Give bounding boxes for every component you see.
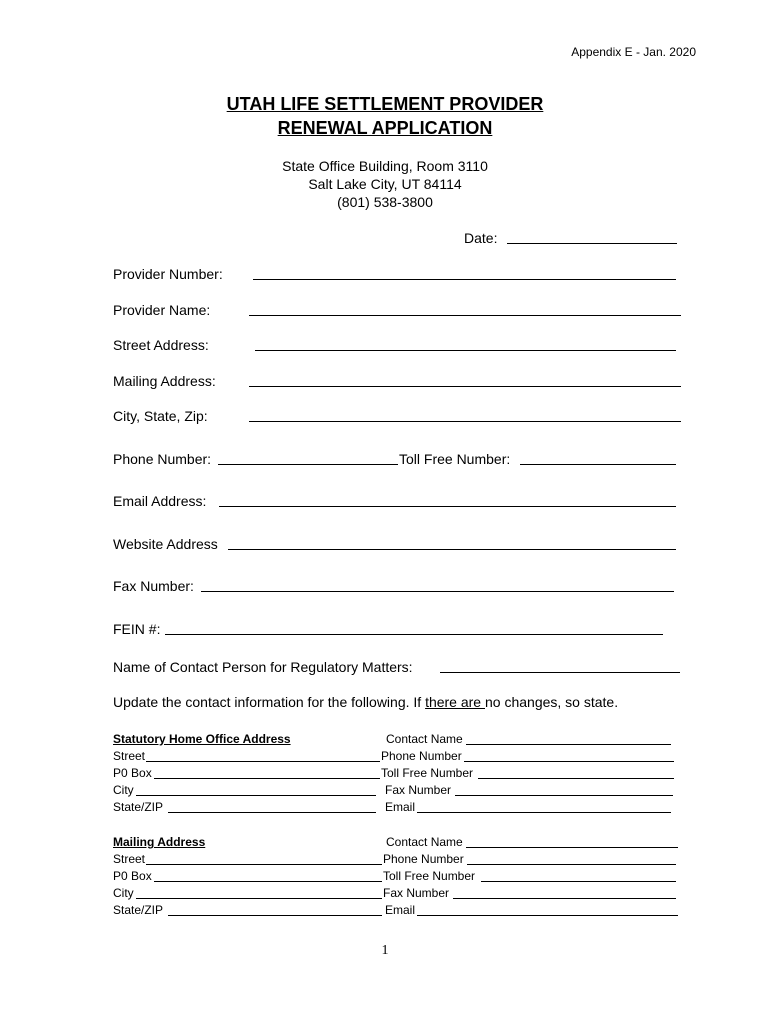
mailing-email-field[interactable] <box>417 915 678 916</box>
statutory-pobox-field[interactable] <box>154 778 380 779</box>
mailing-contact-name-field[interactable] <box>466 847 678 848</box>
statutory-street-field[interactable] <box>146 761 380 762</box>
mailing-pobox-field[interactable] <box>154 881 382 882</box>
date-field[interactable] <box>507 243 677 244</box>
email-address-label: Email Address: <box>113 493 207 509</box>
mailing-state-zip-label: State/ZIP <box>113 903 164 917</box>
mailing-phone-label: Phone Number <box>383 852 464 866</box>
statutory-city-label: City <box>113 783 134 797</box>
statutory-pobox-label: P0 Box <box>113 766 152 780</box>
mailing-street-field[interactable] <box>146 864 382 865</box>
provider-name-field[interactable] <box>249 315 681 316</box>
fax-number-label: Fax Number: <box>113 578 194 594</box>
agency-city: Salt Lake City, UT 84114 <box>308 176 462 192</box>
form-title-line1: UTAH LIFE SETTLEMENT PROVIDER <box>226 94 544 114</box>
street-address-field[interactable] <box>255 350 676 351</box>
provider-name-label: Provider Name: <box>113 302 211 318</box>
update-instructions-before: Update the contact information for the following. If <box>113 694 426 710</box>
agency-phone: (801) 538-3800 <box>337 194 433 210</box>
agency-building: State Office Building, Room 3110 <box>282 158 488 174</box>
statutory-fax-label: Fax Number <box>385 783 452 797</box>
mailing-city-field[interactable] <box>136 898 382 899</box>
statutory-contact-name-field[interactable] <box>466 744 671 745</box>
fax-number-field[interactable] <box>201 591 674 592</box>
statutory-street-label: Street <box>113 749 146 763</box>
page-number: 1 <box>381 943 389 958</box>
update-instructions-underlined: there are <box>425 694 485 710</box>
mailing-state-zip-field[interactable] <box>168 915 382 916</box>
phone-number-field[interactable] <box>218 464 398 465</box>
website-address-field[interactable] <box>228 549 676 550</box>
phone-number-label: Phone Number: <box>113 451 212 467</box>
statutory-state-zip-label: State/ZIP <box>113 800 164 814</box>
mailing-email-label: Email <box>385 903 416 917</box>
statutory-contact-name-label: Contact Name <box>386 732 463 746</box>
update-instructions <box>113 694 618 710</box>
mailing-toll-free-label: Toll Free Number <box>383 869 476 883</box>
fein-label: FEIN #: <box>113 621 161 637</box>
website-address-label: Website Address <box>113 536 218 552</box>
statutory-state-zip-field[interactable] <box>168 812 376 813</box>
mailing-street-label: Street <box>113 852 146 866</box>
mailing-address-label: Mailing Address: <box>113 373 216 389</box>
mailing-city-label: City <box>113 886 134 900</box>
mailing-fax-field[interactable] <box>453 898 676 899</box>
statutory-phone-field[interactable] <box>464 761 674 762</box>
mailing-contact-name-label: Contact Name <box>386 835 463 849</box>
statutory-city-field[interactable] <box>136 795 376 796</box>
city-state-zip-field[interactable] <box>249 421 681 422</box>
statutory-heading: Statutory Home Office Address <box>113 732 291 746</box>
date-label: Date: <box>464 230 498 246</box>
toll-free-number-field[interactable] <box>520 464 676 465</box>
mailing-address-field[interactable] <box>249 386 681 387</box>
statutory-email-field[interactable] <box>417 812 671 813</box>
city-state-zip-label: City, State, Zip: <box>113 408 208 424</box>
statutory-toll-free-field[interactable] <box>478 778 674 779</box>
update-instructions-after: no changes, so state. <box>485 694 619 710</box>
contact-person-field[interactable] <box>440 672 680 673</box>
statutory-fax-field[interactable] <box>455 795 673 796</box>
statutory-phone-label: Phone Number <box>381 749 462 763</box>
street-address-label: Street Address: <box>113 337 209 353</box>
mailing-phone-field[interactable] <box>467 864 676 865</box>
mailing-fax-label: Fax Number <box>383 886 450 900</box>
mailing-heading: Mailing Address <box>113 835 206 849</box>
provider-number-label: Provider Number: <box>113 266 223 282</box>
contact-person-label: Name of Contact Person for Regulatory Matters: <box>113 659 413 675</box>
fein-field[interactable] <box>165 634 663 635</box>
email-address-field[interactable] <box>219 506 676 507</box>
statutory-email-label: Email <box>385 800 416 814</box>
mailing-pobox-label: P0 Box <box>113 869 152 883</box>
toll-free-number-label: Toll Free Number: <box>399 451 511 467</box>
statutory-toll-free-label: Toll Free Number <box>381 766 474 780</box>
form-title-line2: RENEWAL APPLICATION <box>277 118 493 138</box>
appendix-label: Appendix E - Jan. 2020 <box>571 45 696 59</box>
mailing-toll-free-field[interactable] <box>481 881 676 882</box>
provider-number-field[interactable] <box>253 279 676 280</box>
